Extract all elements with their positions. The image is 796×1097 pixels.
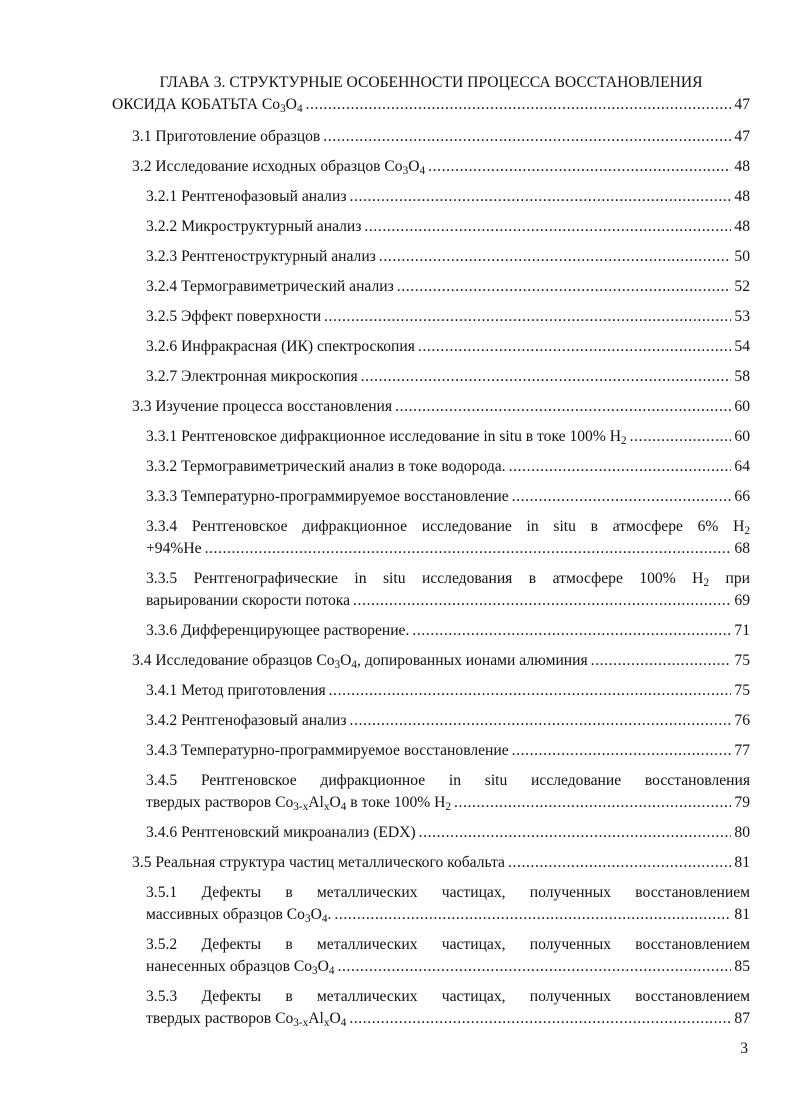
toc-entry-title-line — [132, 156, 750, 178]
toc-entry-title — [146, 366, 358, 388]
toc-section-entry[interactable] — [112, 396, 750, 418]
toc-entry-line-subscript: 2 — [744, 525, 750, 538]
dot-leader — [349, 710, 731, 732]
toc-entry-title-text: , допированных ионами алюминия — [357, 652, 588, 669]
toc-entry-title-text: O — [285, 96, 297, 113]
toc-entry-title-line — [146, 956, 750, 978]
dot-leader — [324, 306, 731, 328]
toc-subsection-entry[interactable] — [112, 770, 750, 814]
toc-entry-title-line — [146, 366, 750, 388]
toc-entry-title — [132, 852, 505, 874]
toc-entry-title-subscript: 4 — [340, 801, 347, 814]
toc-entry-title — [146, 246, 376, 268]
toc-subsection-entry[interactable] — [112, 710, 750, 732]
toc-subsection-entry[interactable] — [112, 934, 750, 978]
toc-page-number: 87 — [734, 1010, 750, 1027]
toc-entry-title-text: O — [408, 158, 420, 175]
toc-entry-line-text: 3.3.5 Рентгенографические in situ исследования в атмосфере 100% H — [146, 570, 704, 587]
dot-leader — [364, 216, 731, 238]
toc-entry-title-line — [146, 680, 750, 702]
toc-entry-title-text: . — [327, 906, 332, 923]
toc-page-number: 47 — [734, 96, 750, 113]
toc-entry-title-subscript: 3-x — [293, 1017, 309, 1030]
toc-entry-title-line — [146, 792, 750, 814]
toc-entry-first-line — [146, 770, 750, 792]
dot-leader — [306, 94, 732, 116]
toc-entry-first-line — [146, 516, 750, 538]
toc-entry-title-subscript: 4 — [419, 165, 426, 178]
toc-entry-title-line — [146, 276, 750, 298]
toc-entry-title-text: 3.4 Исследование образцов Co — [132, 652, 335, 669]
toc-entry-title-subscript: 2 — [621, 435, 627, 448]
toc-entry-title-subscript: 4 — [340, 1017, 347, 1030]
toc-entry-title — [146, 956, 335, 978]
toc-entry-title-text: 3.4.6 Рентгеновский микроанализ (EDX) — [146, 824, 416, 841]
dot-leader — [329, 680, 732, 702]
dot-leader — [349, 1008, 731, 1030]
toc-entry-title-text: 3.2.7 Электронная микроскопия — [146, 368, 358, 385]
toc-entry-title-text: 3.3.2 Термогравиметрический анализ в токе водорода. — [146, 458, 506, 475]
toc-entry-title-subscript: x — [323, 1017, 330, 1030]
toc-page-number: 85 — [734, 958, 750, 975]
toc-entry-title-line — [146, 822, 750, 844]
toc-entry-title-line — [112, 94, 750, 116]
toc-page-number: 54 — [734, 338, 750, 355]
toc-page-number: 60 — [734, 428, 750, 445]
toc-subsection-entry[interactable] — [112, 620, 750, 642]
toc-entry-first-line — [146, 986, 750, 1008]
toc-page-number: 75 — [734, 652, 750, 669]
toc-subsection-entry[interactable] — [112, 186, 750, 208]
toc-entry-line-text: при — [709, 570, 750, 587]
dot-leader — [353, 590, 731, 612]
dot-leader — [591, 650, 732, 672]
toc-subsection-entry[interactable] — [112, 680, 750, 702]
toc-entry-title — [132, 650, 588, 672]
toc-entry-title-text: в токе 100% H — [346, 794, 446, 811]
toc-entry-title-line — [146, 336, 750, 358]
toc-entry-title-text: 3.2 Исследование исходных образцов Co — [132, 158, 403, 175]
toc-entry-title-line — [132, 852, 750, 874]
dot-leader — [512, 740, 732, 762]
toc-chapter-heading — [112, 72, 750, 94]
toc-page-number: 71 — [734, 622, 750, 639]
toc-entry-title — [146, 904, 331, 926]
toc-entry-title-subscript: 3 — [280, 103, 286, 116]
toc-page-number: 69 — [734, 592, 750, 609]
toc-entry-title — [146, 486, 509, 508]
toc-section-entry[interactable] — [112, 852, 750, 874]
toc-entry-title-text: массивных образцов Co — [146, 906, 305, 923]
toc-entry-title-subscript: 2 — [445, 801, 452, 814]
toc-entry-title-subscript: 4 — [296, 103, 303, 116]
toc-entry-line-subscript: 2 — [703, 577, 710, 590]
toc-subsection-entry[interactable] — [112, 456, 750, 478]
toc-page-number: 77 — [734, 742, 750, 759]
toc-page-number: 48 — [734, 158, 750, 175]
toc-entry-title-text: Al — [308, 794, 324, 811]
toc-subsection-entry[interactable] — [112, 986, 750, 1030]
toc-page-number: 53 — [734, 308, 750, 325]
toc-section-entry[interactable] — [112, 156, 750, 178]
toc-entry-title — [146, 822, 416, 844]
dot-leader — [397, 276, 732, 298]
toc-entry-title — [132, 396, 392, 418]
toc-page-number: 50 — [734, 248, 750, 265]
dot-leader — [334, 904, 731, 926]
toc-page-number: 58 — [734, 368, 750, 385]
toc-page-number: 66 — [734, 488, 750, 505]
toc-entry-title-line — [132, 126, 750, 148]
toc-page-number: 80 — [734, 824, 750, 841]
toc-entry-first-line — [146, 882, 750, 904]
dot-leader — [361, 366, 732, 388]
toc-entry-title-subscript: 3-x — [293, 801, 309, 814]
table-of-contents — [112, 72, 750, 1038]
toc-entry-line-text: 3.5.2 Дефекты в металлических частицах, полученных восстановлением — [146, 936, 750, 953]
toc-entry-title-subscript: x — [323, 801, 330, 814]
toc-entry-first-line — [146, 934, 750, 956]
toc-entry-title-text: 3.4.1 Метод приготовления — [146, 682, 326, 699]
toc-entry-title-text: 3.3 Изучение процесса восстановления — [132, 398, 393, 415]
toc-entry-title-subscript: 3 — [402, 165, 409, 178]
toc-entry-title-subscript: 4 — [351, 659, 358, 672]
toc-entry-title-text: 3.1 Приготовление образцов — [132, 128, 321, 145]
toc-entry-title — [146, 740, 509, 762]
toc-entry-title-line — [146, 216, 750, 238]
toc-subsection-entry[interactable] — [112, 822, 750, 844]
toc-entry-title-text: O — [310, 906, 322, 923]
toc-subsection-entry[interactable] — [112, 516, 750, 560]
toc-subsection-entry[interactable] — [112, 426, 750, 448]
toc-chapter-entry[interactable] — [112, 72, 750, 116]
page-number: 3 — [740, 1040, 748, 1057]
dot-leader — [349, 186, 731, 208]
toc-entry-title-text: Al — [308, 1010, 324, 1027]
toc-entry-title-line — [146, 426, 750, 448]
toc-entry-title-text: O — [317, 958, 329, 975]
toc-page-number: 76 — [734, 712, 750, 729]
toc-entry-title — [146, 306, 321, 328]
toc-entry-title-text: 3.2.3 Рентгеноструктурный анализ — [146, 248, 376, 265]
toc-entry-title-line — [146, 590, 750, 612]
toc-entry-line-text: 3.4.5 Рентгеновское дифракционное in situ исследование восстановления — [146, 772, 750, 789]
toc-page-number: 64 — [734, 458, 750, 475]
toc-entry-title — [146, 336, 415, 358]
toc-entry-title — [132, 126, 320, 148]
toc-entry-title-subscript: 3 — [334, 659, 341, 672]
toc-entry-title-line — [146, 306, 750, 328]
toc-section-entry[interactable] — [112, 126, 750, 148]
toc-entry-title — [146, 620, 409, 642]
toc-entry-title-line — [146, 456, 750, 478]
toc-entry-line-text: 3.5.3 Дефекты в металлических частицах, полученных восстановлением — [146, 988, 750, 1005]
toc-page-number: 60 — [734, 398, 750, 415]
toc-entry-title-text: варьировании скорости потока — [146, 592, 351, 609]
toc-entry-title-text: 3.2.1 Рентгенофазовый анализ — [146, 188, 347, 205]
toc-entry-title-line — [146, 186, 750, 208]
toc-entry-title-line — [146, 710, 750, 732]
toc-entry-title-text: 3.4.2 Рентгенофазовый анализ — [146, 712, 347, 729]
toc-entry-title — [146, 538, 202, 560]
toc-page-number: 48 — [734, 218, 750, 235]
toc-entry-line-text: 3.3.4 Рентгеновское дифракционное исследование in situ в атмосфере 6% H — [146, 518, 745, 535]
toc-entry-title-line — [132, 650, 750, 672]
toc-heading-text: ГЛАВА 3. СТРУКТУРНЫЕ ОСОБЕННОСТИ ПРОЦЕССА ВОССТАНОВЛЕНИЯ — [159, 74, 703, 91]
dot-leader — [379, 246, 732, 268]
toc-entry-title — [146, 680, 326, 702]
toc-section-entry[interactable] — [112, 650, 750, 672]
toc-entry-title-text: 3.3.1 Рентгеновское дифракционное исследование in situ в токе 100% H — [146, 428, 622, 445]
toc-entry-title-text: 3.5 Реальная структура частиц металлического кобальта — [132, 854, 505, 871]
dot-leader — [395, 396, 731, 418]
toc-entry-title-text: +94%He — [146, 540, 202, 557]
dot-leader — [509, 456, 732, 478]
toc-entry-title-subscript: 4 — [321, 913, 328, 926]
dot-leader — [512, 486, 732, 508]
toc-entry-first-line — [146, 568, 750, 590]
toc-entry-title — [146, 426, 627, 448]
toc-entry-title-subscript: 4 — [328, 965, 335, 978]
toc-entry-title-line — [146, 486, 750, 508]
toc-subsection-entry[interactable] — [112, 568, 750, 612]
toc-entry-title — [146, 1008, 346, 1030]
toc-entry-title-text: 3.2.6 Инфракрасная (ИК) спектроскопия — [146, 338, 415, 355]
toc-entry-title — [146, 276, 394, 298]
toc-entry-title-text: 3.4.3 Температурно-программируемое восстановление — [146, 742, 509, 759]
toc-entry-title — [112, 94, 303, 116]
toc-subsection-entry[interactable] — [112, 276, 750, 298]
toc-entry-title-line — [146, 246, 750, 268]
toc-page-number: 79 — [734, 794, 750, 811]
toc-entry-title-text: 3.2.2 Микроструктурный анализ — [146, 218, 362, 235]
toc-entry-title — [146, 186, 346, 208]
toc-page-number: 48 — [734, 188, 750, 205]
dot-leader — [508, 852, 731, 874]
toc-entry-title — [146, 590, 350, 612]
toc-subsection-entry[interactable] — [112, 740, 750, 762]
toc-entry-title-line — [132, 396, 750, 418]
toc-page-number: 75 — [734, 682, 750, 699]
toc-entry-title-line — [146, 1008, 750, 1030]
toc-entry-title-line — [146, 538, 750, 560]
toc-entry-title-text: 3.3.6 Дифференцирующее растворение. — [146, 622, 410, 639]
dot-leader — [338, 956, 732, 978]
dot-leader — [418, 336, 731, 358]
toc-page-number: 81 — [734, 906, 750, 923]
toc-entry-title-text: 3.2.5 Эффект поверхности — [146, 308, 322, 325]
toc-page-number: 81 — [734, 854, 750, 871]
toc-entry-title-line — [146, 620, 750, 642]
toc-entry-title-text: O — [329, 1010, 341, 1027]
toc-entry-title-line — [146, 904, 750, 926]
dot-leader — [419, 822, 732, 844]
toc-entry-line-text: 3.5.1 Дефекты в металлических частицах, полученных восстановлением — [146, 884, 750, 901]
toc-entry-title-text: ОКСИДА КОБАТЬТА Co — [112, 96, 281, 113]
toc-entry-title — [132, 156, 425, 178]
dot-leader — [323, 126, 731, 148]
toc-subsection-entry[interactable] — [112, 336, 750, 358]
toc-entry-title-subscript: 3 — [312, 965, 318, 978]
dot-leader — [630, 426, 732, 448]
toc-entry-title — [146, 710, 346, 732]
toc-page-number: 68 — [734, 540, 750, 557]
toc-entry-title — [146, 216, 361, 238]
toc-subsection-entry[interactable] — [112, 306, 750, 328]
toc-entry-title-text: твердых растворов Co — [146, 1010, 294, 1027]
toc-entry-title-text: 3.2.4 Термогравиметрический анализ — [146, 278, 394, 295]
dot-leader — [205, 538, 732, 560]
toc-entry-title-line — [146, 740, 750, 762]
toc-entry-title — [146, 792, 451, 814]
toc-subsection-entry[interactable] — [112, 882, 750, 926]
toc-subsection-entry[interactable] — [112, 246, 750, 268]
toc-page-number: 52 — [734, 278, 750, 295]
toc-subsection-entry[interactable] — [112, 216, 750, 238]
dot-leader — [428, 156, 731, 178]
toc-entry-title-text: 3.3.3 Температурно-программируемое восстановление — [146, 488, 509, 505]
dot-leader — [412, 620, 731, 642]
toc-entry-title-text: твердых растворов Co — [146, 794, 294, 811]
toc-entry-title-text: O — [329, 794, 341, 811]
toc-page-number: 47 — [734, 128, 750, 145]
toc-entry-title-text: O — [340, 652, 352, 669]
toc-subsection-entry[interactable] — [112, 486, 750, 508]
toc-entry-title-text: нанесенных образцов Co — [146, 958, 313, 975]
toc-subsection-entry[interactable] — [112, 366, 750, 388]
dot-leader — [454, 792, 731, 814]
toc-entry-title-subscript: 3 — [304, 913, 311, 926]
toc-entry-title — [146, 456, 506, 478]
